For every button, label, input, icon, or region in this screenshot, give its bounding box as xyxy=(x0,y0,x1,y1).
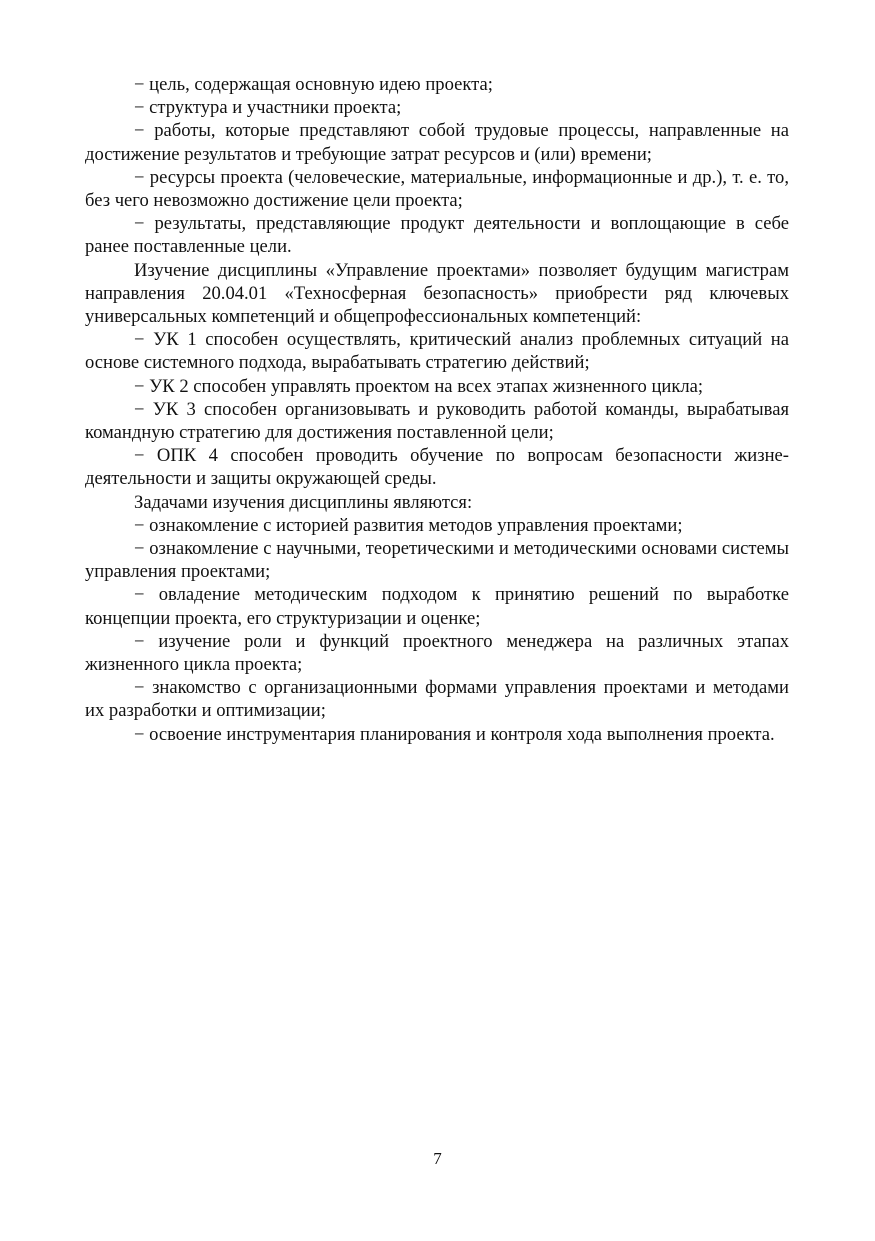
list-item-uk2: − УК 2 способен управлять проектом на всех этапах жизненного цикла; xyxy=(134,375,704,397)
paragraph-tasks-intro: Задачами изучения дисциплины являются: xyxy=(134,491,473,513)
list-item-resources: − ресурсы проекта (человеческие, материальные, информационные и др.), т. е. то, без чего невозможно достижение цели проекта; xyxy=(85,166,789,212)
list-item-task-history: − ознакомление с историей развития методов управления проектами; xyxy=(134,514,683,536)
list-item-uk1: − УК 1 способен осуществлять, критический анализ проблемных ситуаций на основе системного подхода, вырабатывать стратегию действий; xyxy=(85,329,789,374)
list-item-task-decisions: − овладение методическим подходом к принятию решений по выработке концепции проекта, его структуризации и оценке; xyxy=(85,584,789,629)
list-item-uk3: − УК 3 способен организовывать и руководить работой команды, вырабатывая командную стратегию для достижения поставленной цели; xyxy=(85,398,789,444)
list-item-structure: − структура и участники проекта; xyxy=(134,97,402,119)
page-number: 7 xyxy=(433,1149,442,1168)
list-item-task-planning-tools: − освоение инструментария планирования и контроля хода выполнения проекта. xyxy=(134,723,775,745)
paragraph-discipline-intro: Изучение дисциплины «Управление проектами» позволяет будущим магистрам направления 20.04.01 «Техносферная безопасность» приобрести ряд ключевых универсальных компетенций и общепрофессиональных компетенций: xyxy=(85,259,789,328)
list-item-task-foundations: − ознакомление с научными, теоретическими и методическими основами системы управления проектами; xyxy=(85,538,789,583)
list-item-works: − работы, которые представляют собой трудовые процессы, направленные на достижение результатов и требующие затрат ресурсов и (или) времени; xyxy=(85,120,789,165)
list-item-results: − результаты, представляющие продукт деятельности и воплощающие в себе ранее поставленные цели. xyxy=(85,213,789,258)
list-item-task-manager-role: − изучение роли и функций проектного менеджера на различных этапах жизненного цикла проекта; xyxy=(85,630,789,676)
list-item-goal: − цель, содержащая основную идею проекта; xyxy=(134,74,493,95)
list-item-task-org-forms: − знакомство с организационными формами управления проектами и методами их разработки и оптимизации; xyxy=(85,677,789,722)
list-item-opk4: − ОПК 4 способен проводить обучение по вопросам безопасности жизнедеятельности и защиты окружающей среды. xyxy=(85,445,789,490)
document-body xyxy=(85,73,789,746)
